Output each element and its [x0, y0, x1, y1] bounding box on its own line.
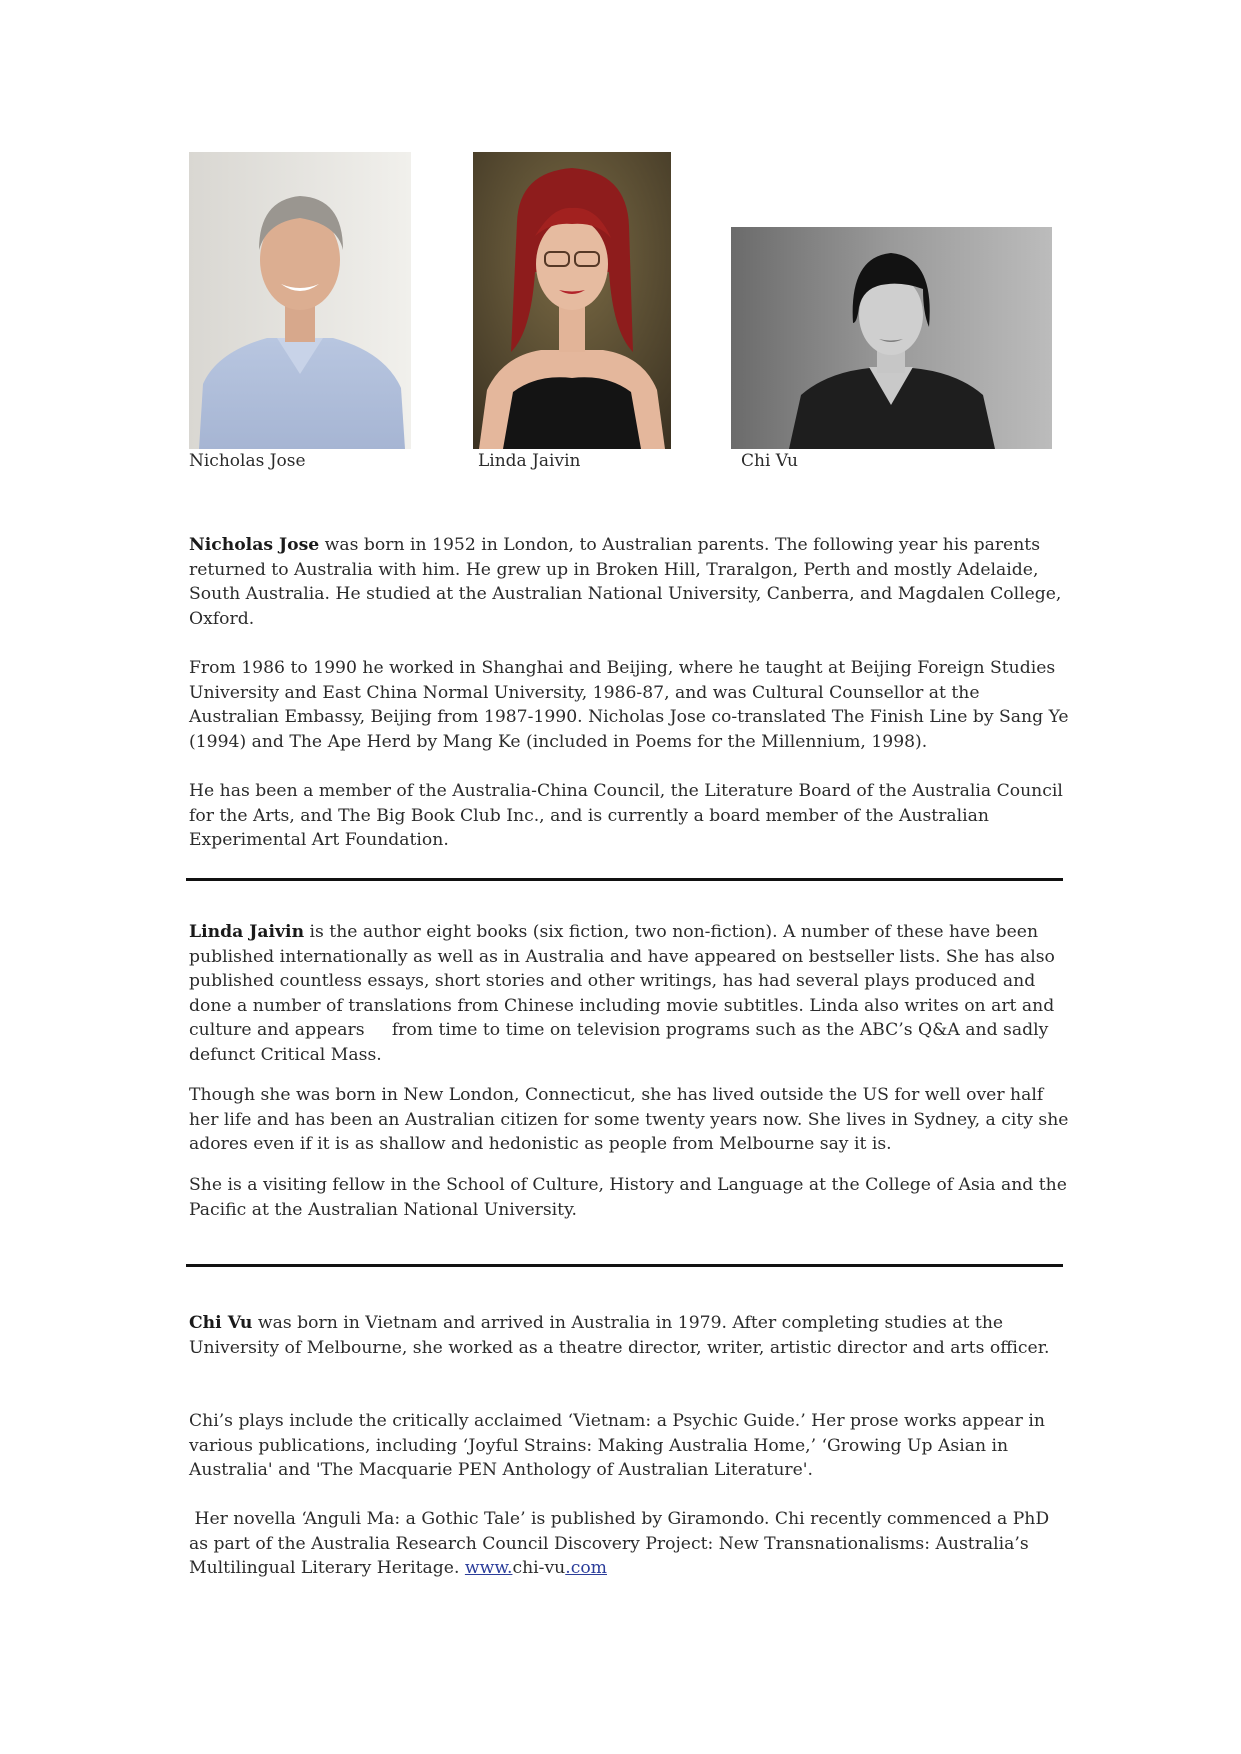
bio-chi-p2: Chi’s plays include the critically acclaimed ‘Vietnam: a Psychic Guide.’ Her prose works appear in various publications, including ‘Joyful Strains: Making Australia Home,’ ‘Growing Up Asian in Australia' and 'The Macquarie PEN Anthology of Australian Literature'.: [189, 1411, 1045, 1480]
bio-nicholas-p2: From 1986 to 1990 he worked in Shanghai and Beijing, where he taught at Beijing Foreign Studies University and East China Normal University, 1986-87, and was Cultural Counsellor at the Australian Embassy, Beijing from 1987-1990. Nicholas Jose co-translated The Finish Line by Sang Ye (1994) and The Ape Herd by Mang Ke (included in Poems for the Millennium, 1998).: [189, 658, 1069, 752]
bio-nicholas-p1: [189, 533, 1069, 631]
bio-chi-p1-text: was born in Vietnam and arrived in Australia in 1979. After completing studies at the University of Melbourne, she worked as a theatre director, writer, artistic director and arts officer.: [189, 1313, 1050, 1358]
bio-linda-p1-text: is the author eight books (six fiction, two non-fiction). A number of these have been published internationally as well as in Australia and have appeared on bestseller lists. She has also published countless essays, short stories and other writings, has had several plays produced and done a number of translations from Chinese including movie subtitles. Linda also writes on art and culture and appears from time to time on television programs such as the ABC’s Q&A and sadly defunct Critical Mass.: [189, 922, 1061, 1065]
photo-linda-jaivin: [473, 152, 671, 449]
caption-nicholas-jose: Nicholas Jose: [189, 451, 306, 471]
section-divider: [186, 878, 1063, 881]
section-divider: [186, 1264, 1063, 1267]
bio-chi-p3: [189, 1507, 1069, 1581]
bio-chi-p3-text: Her novella ‘Anguli Ma: a Gothic Tale’ is published by Giramondo. Chi recently commenced a PhD as part of the Australia Research Council Discovery Project: New Transnationalisms: Australia’s Multilingual Literary Heritage.: [189, 1509, 1055, 1578]
website-link-com[interactable]: .com: [565, 1558, 607, 1578]
bio-name-chi: Chi Vu: [189, 1313, 253, 1333]
bio-name-linda: Linda Jaivin: [189, 922, 305, 942]
bio-linda-p1: [189, 920, 1069, 1067]
website-link-domain[interactable]: chi-vu: [512, 1558, 566, 1578]
website-link-www[interactable]: www.: [464, 1558, 513, 1578]
bio-linda-p2: Though she was born in New London, Connecticut, she has lived outside the US for well over half her life and has been an Australian citizen for some twenty years now. She lives in Sydney, a city she adores even if it is as shallow and hedonistic as people from Melbourne say it is.: [189, 1085, 1069, 1154]
photo-chi-vu: [731, 227, 1052, 449]
bio-nicholas-p1-text: was born in 1952 in London, to Australian parents. The following year his parents returned to Australia with him. He grew up in Broken Hill, Traralgon, Perth and mostly Adelaide, South Australia. He studied at the Australian National University, Canberra, and Magdalen College, Oxford.: [189, 535, 1062, 629]
bio-chi-p1: [189, 1311, 1069, 1360]
bio-name-nicholas: Nicholas Jose: [189, 535, 320, 555]
bio-nicholas-p3: He has been a member of the Australia-China Council, the Literature Board of the Australia Council for the Arts, and The Big Book Club Inc., and is currently a board member of the Australian Experimental Art Foundation.: [189, 781, 1063, 850]
bio-linda-p3: She is a visiting fellow in the School of Culture, History and Language at the College of Asia and the Pacific at the Australian National University.: [189, 1175, 1067, 1220]
caption-chi-vu: Chi Vu: [741, 451, 798, 471]
caption-linda-jaivin: Linda Jaivin: [478, 451, 581, 471]
photo-nicholas-jose: [189, 152, 411, 449]
